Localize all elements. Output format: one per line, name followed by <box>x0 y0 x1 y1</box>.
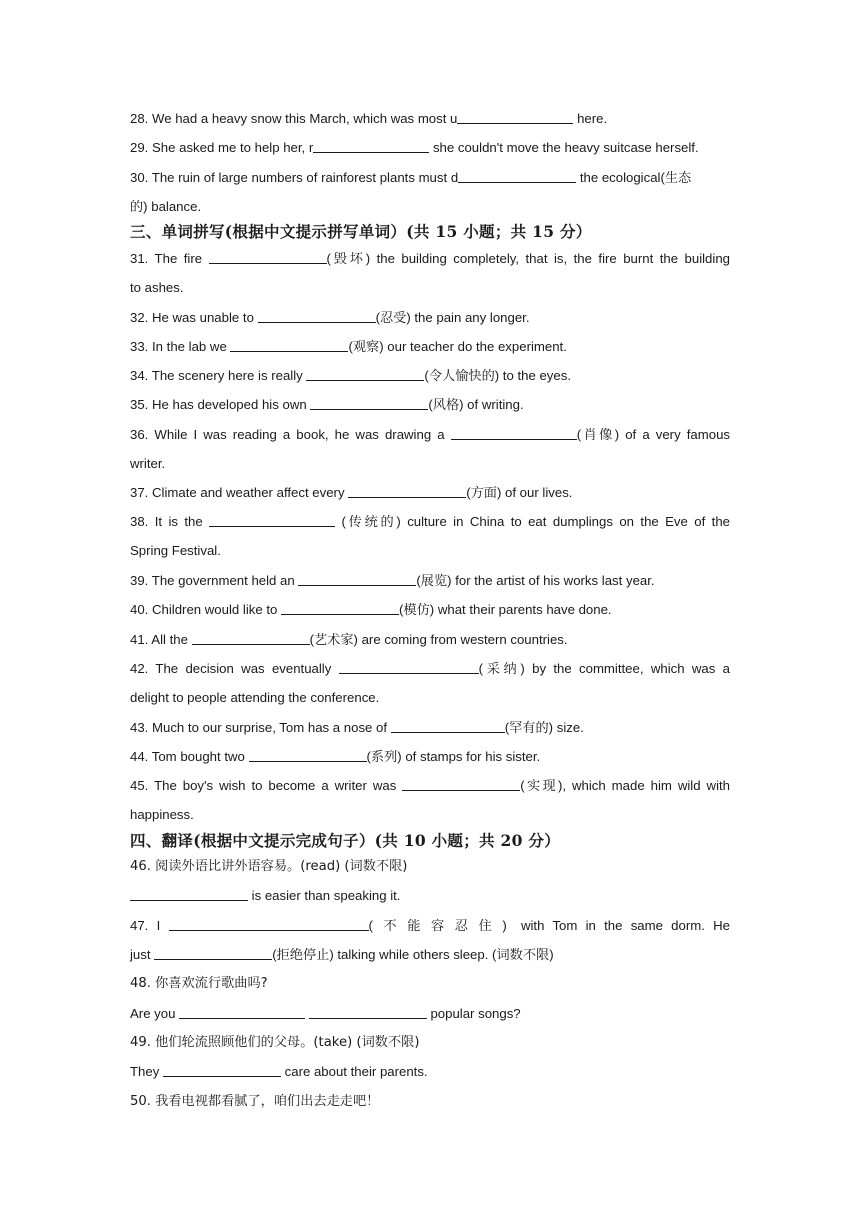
question-30: 30. The ruin of large numbers of rainforest plants must d the ecological(生态 <box>130 170 692 185</box>
answer-blank[interactable] <box>298 572 416 586</box>
question-40: 40. Children would like to (模仿) what their parents have done. <box>130 602 612 617</box>
question-29: 29. She asked me to help her, r she couldn't move the heavy suitcase herself. <box>130 140 699 155</box>
question-38: 38. It is the (传统的) culture in China to eat dumplings on the Eve of the <box>130 514 730 529</box>
section-heading-4: 四、翻译(根据中文提示完成句子）(共 10 小题；共 20 分） <box>130 831 560 850</box>
question-47: 47. I (不能容忍住) with Tom in the same dorm. He <box>130 918 731 933</box>
question-42: 42. The decision was eventually (采纳) by the committee, which was a <box>130 661 730 676</box>
answer-blank[interactable] <box>306 367 424 381</box>
question-49: They care about their parents. <box>130 1064 428 1079</box>
question-34: 34. The scenery here is really (令人愉快的) to the eyes. <box>130 368 571 383</box>
answer-blank[interactable] <box>169 917 369 931</box>
question-45: 45. The boy's wish to become a writer was (实现), which made him wild with <box>130 778 730 793</box>
answer-blank[interactable] <box>258 309 376 323</box>
answer-blank[interactable] <box>130 887 248 901</box>
answer-blank[interactable] <box>457 110 573 124</box>
question-32: 32. He was unable to (忍受) the pain any longer. <box>130 310 530 325</box>
answer-blank[interactable] <box>402 777 520 791</box>
question-30-cont: 的) balance. <box>130 199 202 214</box>
answer-blank[interactable] <box>281 601 399 615</box>
question-42-cont: delight to people attending the conference. <box>130 690 380 705</box>
answer-blank[interactable] <box>391 719 505 733</box>
answer-blank[interactable] <box>163 1063 281 1077</box>
answer-blank[interactable] <box>451 426 577 440</box>
question-36: 36. While I was reading a book, he was drawing a (肖像) of a very famous <box>130 427 731 442</box>
question-50-prompt: 50. 我看电视都看腻了，咱们出去走走吧！ <box>130 1094 380 1109</box>
answer-blank[interactable] <box>339 660 479 674</box>
question-47-cont: just (拒绝停止) talking while others sleep. (词数不限) <box>130 947 554 962</box>
answer-blank[interactable] <box>154 946 272 960</box>
question-28: 28. We had a heavy snow this March, which was most u here. <box>130 111 608 126</box>
question-46-prompt: 46. 阅读外语比讲外语容易。(read) (词数不限) <box>130 859 408 874</box>
section-heading-3: 三、单词拼写(根据中文提示拼写单词）(共 15 小题；共 15 分） <box>130 222 592 241</box>
answer-blank[interactable] <box>209 513 335 527</box>
question-31-cont: to ashes. <box>130 280 184 295</box>
answer-blank[interactable] <box>209 250 327 264</box>
answer-blank[interactable] <box>348 484 466 498</box>
question-33: 33. In the lab we (观察) our teacher do the experiment. <box>130 339 567 354</box>
question-49-prompt: 49. 他们轮流照顾他们的父母。(take) (词数不限) <box>130 1035 420 1050</box>
question-38-cont: Spring Festival. <box>130 543 221 558</box>
question-37: 37. Climate and weather affect every (方面) of our lives. <box>130 485 573 500</box>
answer-blank[interactable] <box>192 631 310 645</box>
answer-blank[interactable] <box>458 169 576 183</box>
question-35: 35. He has developed his own (风格) of writing. <box>130 397 524 412</box>
question-48: Are you popular songs? <box>130 1006 521 1021</box>
answer-blank[interactable] <box>310 396 428 410</box>
question-41: 41. All the (艺术家) are coming from western countries. <box>130 632 568 647</box>
question-48-prompt: 48. 你喜欢流行歌曲吗? <box>130 976 268 991</box>
question-31: 31. The fire (毁坏) the building completely, that is, the fire burnt the building <box>130 251 730 266</box>
answer-blank[interactable] <box>313 139 429 153</box>
answer-blank[interactable] <box>230 338 348 352</box>
answer-blank[interactable] <box>249 748 367 762</box>
question-46: is easier than speaking it. <box>130 887 730 905</box>
answer-blank[interactable] <box>179 1005 305 1019</box>
question-39: 39. The government held an (展览) for the artist of his works last year. <box>130 573 655 588</box>
question-36-cont: writer. <box>130 456 166 471</box>
question-43: 43. Much to our surprise, Tom has a nose of (罕有的) size. <box>130 720 584 735</box>
question-45-cont: happiness. <box>130 807 194 822</box>
answer-blank[interactable] <box>309 1005 427 1019</box>
question-44: 44. Tom bought two (系列) of stamps for his sister. <box>130 749 541 764</box>
